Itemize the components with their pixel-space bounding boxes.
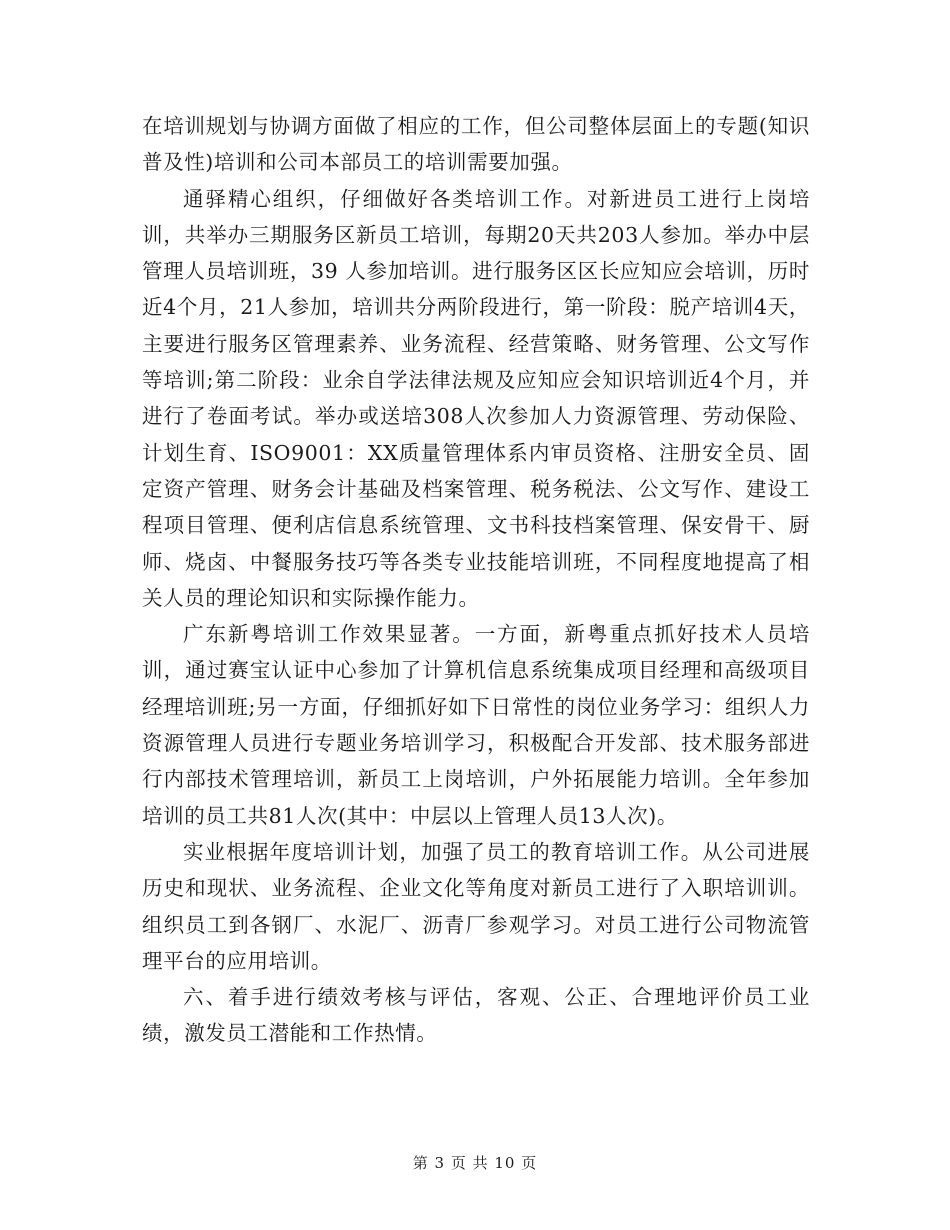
paragraph-shiye-training: 实业根据年度培训计划，加强了员工的教育培训工作。从公司进展历史和现状、业务流程、企业文化等角度对新员工进行了入职培训训。组织员工到各钢厂、水泥厂、沥青厂参观学习。对员工进行公司物流管理平台的应用培训。 xyxy=(142,839,810,973)
paragraph-continuation: 在培训规划与协调方面做了相应的工作，但公司整体层面上的专题(知识普及性)培训和公司本部员工的培训需要加强。 xyxy=(142,114,810,175)
page-footer: 第 3 页 共 10 页 xyxy=(412,1154,538,1172)
document-body xyxy=(142,108,810,1052)
paragraph-tongyi-training: 通驿精心组织，仔细做好各类培训工作。对新进员工进行上岗培训，共举办三期服务区新员工培训，每期20天共203人参加。举办中层管理人员培训班，39 人参加培训。进行服务区区长应知应会培训，历时近4个月，21人参加，培训共分两阶段进行，第一阶段：脱产培训4天，主要进行服务区管理素养、业务流程、经营策略、财务管理、公文写作等培训;第二阶段：业余自学法律法规及应知应会知识培训近4个月，并进行了卷面考试。举办或送培308人次参加人力资源管理、劳动保险、计划生育、ISO9001：XX质量管理体系内审员资格、注册安全员、固定资产管理、财务会计基础及档案管理、税务税法、公文写作、建设工程项目管理、便利店信息系统管理、文书科技档案管理、保安骨干、厨师、烧卤、中餐服务技巧等各类专业技能培训班，不同程度地提高了相关人员的理论知识和实际操作能力。 xyxy=(142,186,810,610)
paragraph-guangdong-xinyue-training: 广东新粤培训工作效果显著。一方面，新粤重点抓好技术人员培训，通过赛宝认证中心参加了计算机信息系统集成项目经理和高级项目经理培训班;另一方面，仔细抓好如下日常性的岗位业务学习：组织人力资源管理人员进行专题业务培训学习，积极配合开发部、技术服务部进行内部技术管理培训，新员工上岗培训，户外拓展能力培训。全年参加培训的员工共81人次(其中：中层以上管理人员13人次)。 xyxy=(142,622,810,828)
paragraph-section-six: 六、着手进行绩效考核与评估，客观、公正、合理地评价员工业绩，激发员工潜能和工作热情。 xyxy=(142,985,810,1046)
